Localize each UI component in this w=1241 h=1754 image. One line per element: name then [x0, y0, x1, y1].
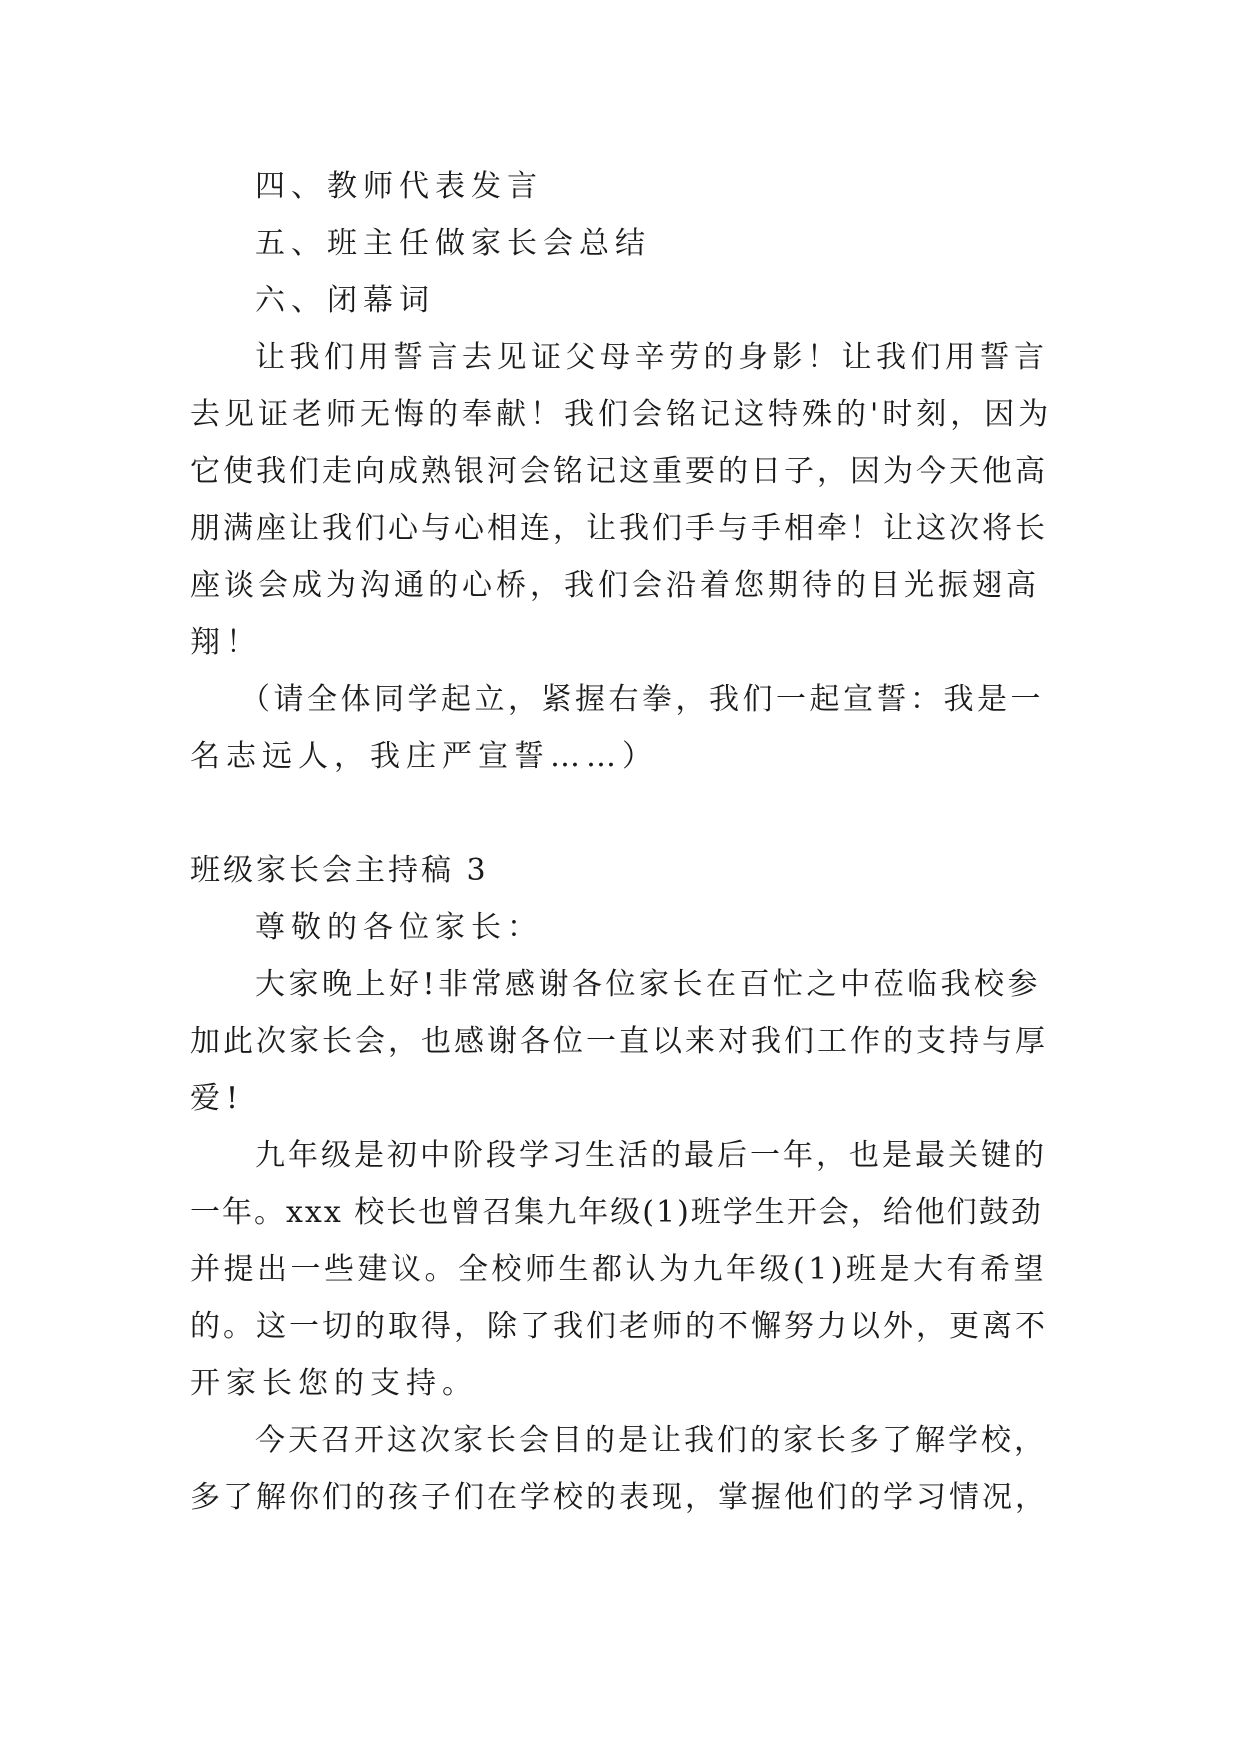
greeting: 尊敬的各位家长： [255, 910, 543, 945]
grade-line: 九年级是初中阶段学习生活的最后一年，也是最关键的 [255, 1138, 1047, 1173]
closing-paragraph-line: 去见证老师无悔的奉献！我们会铭记这特殊的'时刻，因为 [190, 397, 1053, 432]
document-body [190, 158, 1052, 1526]
grade-line: 开家长您的支持。 [190, 1366, 478, 1401]
closing-paragraph-line: 让我们用誓言去见证父母辛劳的身影！让我们用誓言 [255, 340, 1049, 375]
section-spacer [190, 785, 1052, 842]
grade-line: 的。这一切的取得，除了我们老师的不懈努力以外，更离不 [190, 1309, 1048, 1344]
agenda-item-5: 五、班主任做家长会总结 [255, 226, 651, 261]
closing-paragraph-line: 它使我们走向成熟银河会铭记这重要的日子，因为今天他高 [190, 454, 1048, 489]
purpose-line: 今天召开这次家长会目的是让我们的家长多了解学校， [255, 1423, 1047, 1458]
closing-paragraph-line: 翔！ [190, 625, 262, 660]
oath-line: 名志远人，我庄严宣誓……） [190, 739, 658, 774]
section-title: 班级家长会主持稿 3 [190, 853, 489, 888]
closing-paragraph-line: 朋满座让我们心与心相连，让我们手与手相牵！让这次将长 [190, 511, 1048, 546]
oath-line: （请全体同学起立，紧握右拳，我们一起宣誓：我是一 [240, 682, 1044, 717]
agenda-item-4: 四、教师代表发言 [255, 169, 543, 204]
agenda-item-6: 六、闭幕词 [255, 283, 435, 318]
welcome-line: 爱! [190, 1081, 245, 1116]
welcome-line: 加此次家长会，也感谢各位一直以来对我们工作的支持与厚 [190, 1024, 1048, 1059]
closing-paragraph-line: 座谈会成为沟通的心桥，我们会沿着您期待的目光振翅高 [190, 568, 1040, 603]
purpose-line: 多了解你们的孩子们在学校的表现，掌握他们的学习情况， [190, 1480, 1048, 1515]
welcome-line: 大家晚上好!非常感谢各位家长在百忙之中莅临我校参 [255, 967, 1042, 1002]
grade-line: 一年。xxx 校长也曾召集九年级(1)班学生开会，给他们鼓劲 [190, 1195, 1043, 1230]
grade-line: 并提出一些建议。全校师生都认为九年级(1)班是大有希望 [190, 1252, 1047, 1287]
